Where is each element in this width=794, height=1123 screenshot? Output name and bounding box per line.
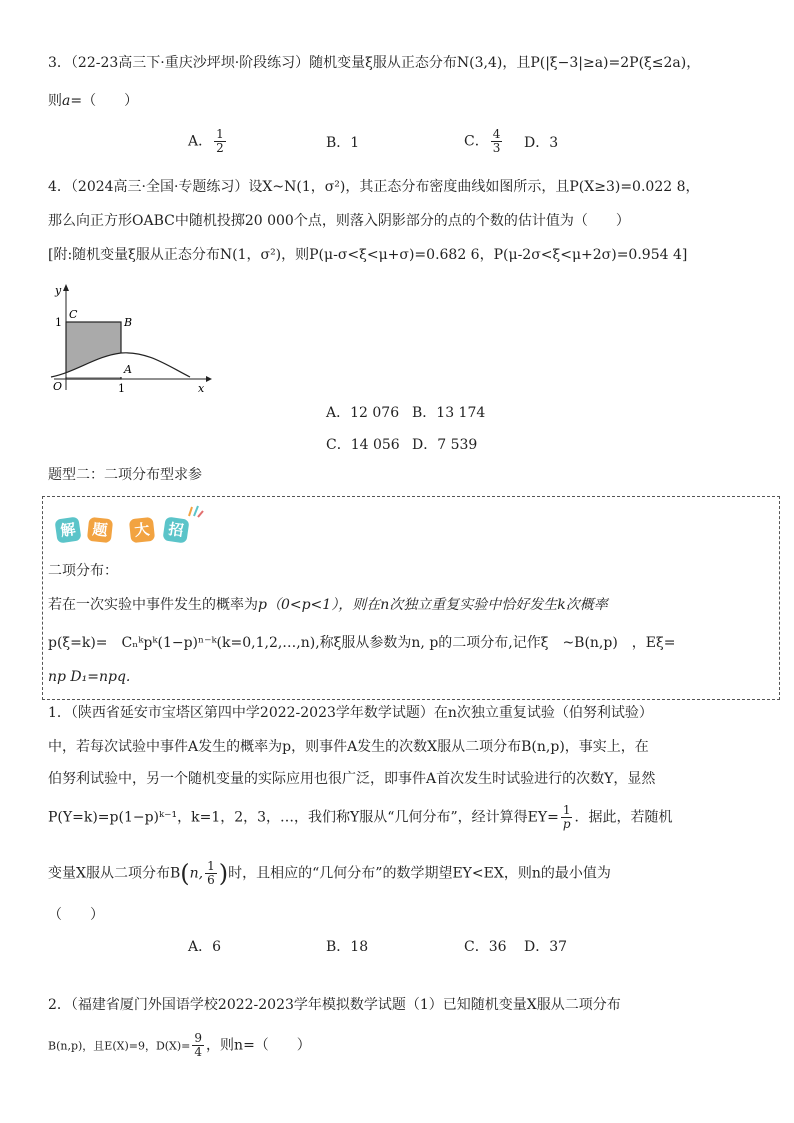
q1-line-3: 伯努利试验中，另一个随机变量的实际应用也很广泛，即事件A首次发生时试验进行的次数Y，显然 <box>48 771 656 787</box>
q1-line-4a: P(Y=k)=p(1−p)ᵏ⁻¹，k=1，2，3，…，我们称Y服从“几何分布”，经计算得EY= <box>48 809 559 826</box>
q1-frac-1-p <box>561 804 573 831</box>
tip-badge-3: 大 <box>129 517 155 543</box>
x-axis-arrow <box>206 376 212 382</box>
q1-line-2: 中，若每次试验中事件A发生的概率为p，则事件A发生的次数X服从二项分布B(n,p)，事实上，在 <box>48 739 649 755</box>
tip-line-2: p(ξ=k)= Cₙᵏpᵏ(1−p)ⁿ⁻ᵏ(k=0,1,2,…,n),称ξ服从参数为n, p的二项分布,记作ξ ~B(n,p) ，Eξ= <box>48 635 676 651</box>
q1-option-d: D．37 <box>524 939 568 955</box>
q1-line-5 <box>48 860 611 887</box>
q1-var-n: n, <box>189 865 204 882</box>
tip-line-1a: 若在一次实验中事件发生的概率为 <box>48 597 258 613</box>
tip-line-3: np D₁=npq. <box>48 669 131 685</box>
tip-line-1b: p（0<p<1），则在n次独立重复实验中恰好发生k次概率 <box>258 597 608 613</box>
q3-var-a: a <box>62 93 71 109</box>
q1-option-c: C．36 <box>464 939 507 955</box>
q3-line-1: 3．（22-23高三下·重庆沙坪坝·阶段练习）随机变量ξ服从正态分布N(3,4)，且P(|ξ−3|≥a)=2P(ξ≤2a)， <box>48 55 701 71</box>
frac-num: 4 <box>492 127 501 141</box>
tip-badge-1: 解 <box>54 516 81 543</box>
tip-heading: 二项分布： <box>48 563 118 579</box>
section-2-title: 题型二：二项分布型求参 <box>48 467 202 483</box>
label-x: x <box>198 382 205 395</box>
q1-line-4b: ．据此，若随机 <box>574 809 673 826</box>
q1-frac-1-6 <box>205 860 217 887</box>
q3-then: 则 <box>48 93 62 109</box>
sparkle-icon <box>186 502 204 518</box>
frac-num: 9 <box>194 1031 203 1045</box>
normal-curve-figure <box>48 282 218 396</box>
left-paren: ( <box>180 859 190 888</box>
label-one-y: 1 <box>55 316 62 329</box>
frac-num: 1 <box>207 859 215 873</box>
q1-option-b: B．18 <box>326 939 369 955</box>
q3-option-c-label: C． <box>464 133 489 150</box>
frac-den: 6 <box>207 873 215 887</box>
q2-line-2b: ，则n=（ ） <box>206 1037 311 1054</box>
q2-line-2 <box>48 1032 311 1059</box>
q1-option-a: A．6 <box>188 939 222 955</box>
frac-den: 2 <box>216 141 224 155</box>
q4-option-d: D．7 539 <box>412 437 478 453</box>
label-a: A <box>124 363 132 376</box>
q3-option-c-frac <box>491 128 503 155</box>
q3-option-a-frac <box>214 128 226 155</box>
q4-line-2: 那么向正方形OABC中随机投掷20 000个点，则落入阴影部分的点的个数的估计值为（ ） <box>48 213 630 229</box>
q3-line-2 <box>48 90 138 112</box>
tip-line-1 <box>48 594 608 616</box>
label-b: B <box>124 316 133 329</box>
label-c: C <box>69 308 78 321</box>
q3-option-c <box>464 128 504 155</box>
q3-option-a <box>188 128 228 155</box>
label-one-x: 1 <box>118 382 125 395</box>
tip-badge-2: 题 <box>87 517 113 543</box>
frac-num: 1 <box>216 127 224 141</box>
q2-frac-9-4 <box>192 1032 204 1059</box>
tip-badge-4: 招 <box>162 516 189 543</box>
q4-option-c: C．14 056 <box>326 437 400 453</box>
frac-den: p <box>562 817 571 831</box>
q1-line-4 <box>48 804 673 831</box>
q4-option-b: B．13 174 <box>412 405 486 421</box>
q4-line-3: [附:随机变量ξ服从正态分布N(1，σ²)，则P(μ-σ<ξ<μ+σ)=0.682 6，P(μ-2σ<ξ<μ+2σ)=0.954 4] <box>48 247 688 263</box>
q3-option-a-label: A． <box>188 133 213 150</box>
q1-line-5b: 时，且相应的“几何分布”的数学期望EY<EX，则n的最小值为 <box>228 865 611 882</box>
right-paren: ) <box>218 859 229 888</box>
q4-line-1: 4．（2024高三·全国·专题练习）设X~N(1，σ²)，其正态分布密度曲线如图所示，且P(X≥3)=0.022 8， <box>48 179 700 195</box>
q1-line-1: 1．（陕西省延安市宝塔区第四中学2022-2023学年数学试题）在n次独立重复试验（伯努利试验） <box>48 705 653 721</box>
q3-paren: =（ ） <box>70 93 139 109</box>
q3-option-b: B．1 <box>326 135 360 151</box>
frac-den: 3 <box>492 141 501 155</box>
q1-line-5a: 变量X服从二项分布B <box>48 865 181 882</box>
label-y: y <box>55 284 62 297</box>
q4-option-a: A．12 076 <box>326 405 400 421</box>
q3-option-d: D．3 <box>524 135 559 151</box>
frac-num: 1 <box>562 803 571 817</box>
y-axis-arrow <box>63 284 69 291</box>
label-o: O <box>53 380 63 393</box>
q1-line-6: （ ） <box>48 907 104 923</box>
q2-line-2a: B(n,p)，且E(X)=9，D(X)= <box>48 1039 191 1053</box>
q2-line-1: 2．（福建省厦门外国语学校2022-2023学年模拟数学试题（1）已知随机变量X服从二项分布 <box>48 997 621 1013</box>
frac-den: 4 <box>194 1045 203 1059</box>
